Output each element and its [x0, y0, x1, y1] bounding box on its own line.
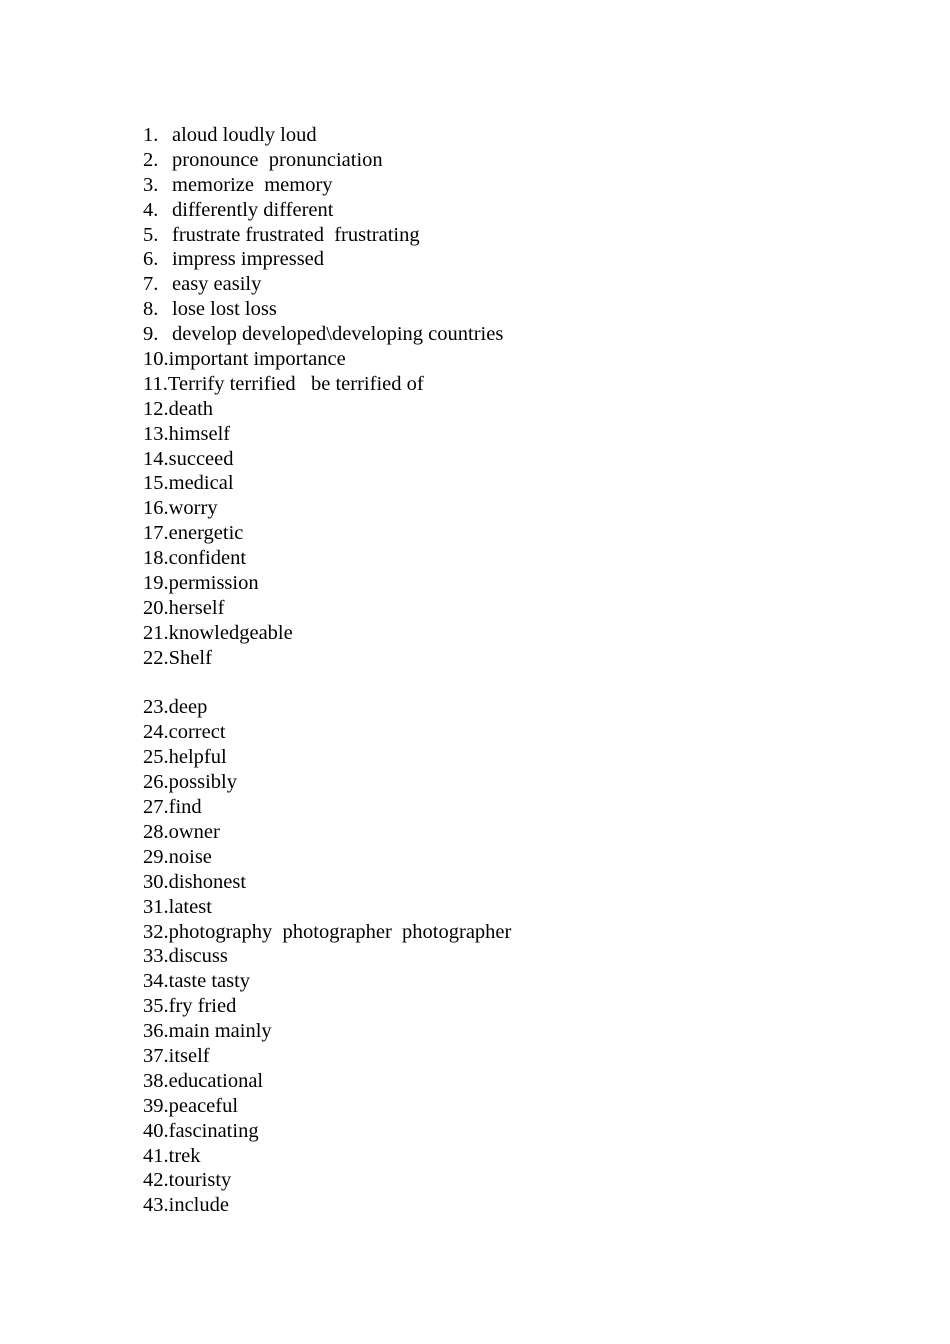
item-text: pronounce pronunciation: [172, 148, 383, 171]
list-item: [143, 1069, 843, 1094]
list-item: [143, 720, 843, 745]
item-number: 34.: [143, 970, 169, 993]
item-number: 26.: [143, 771, 169, 794]
item-number: 22.: [143, 646, 169, 669]
item-number: 15.: [143, 472, 169, 495]
list-item: [143, 870, 843, 895]
item-number: 25.: [143, 746, 169, 769]
item-text: lose lost loss: [172, 298, 277, 321]
item-text: impress impressed: [172, 248, 325, 271]
item-text: Shelf: [168, 646, 212, 669]
list-item: [143, 944, 843, 969]
list-item: [143, 1044, 843, 1069]
item-number: 19.: [143, 572, 169, 595]
item-number: 2.: [143, 148, 159, 171]
item-number: 4.: [143, 198, 159, 221]
item-text: include: [168, 1194, 229, 1217]
item-number: 21.: [143, 621, 169, 644]
list-item: [143, 173, 843, 198]
item-text: noise: [168, 845, 212, 868]
item-number: 8.: [143, 298, 159, 321]
item-number: 20.: [143, 596, 169, 619]
item-text: touristy: [168, 1169, 232, 1192]
list-item: [143, 148, 843, 173]
item-number: 31.: [143, 895, 169, 918]
list-item: [143, 372, 843, 397]
item-text: possibly: [168, 771, 237, 794]
item-text: main mainly: [168, 1020, 272, 1043]
item-text: succeed: [168, 447, 234, 470]
list-item: [143, 596, 843, 621]
list-item: [143, 994, 843, 1019]
item-text: worry: [168, 497, 218, 520]
item-text: energetic: [168, 522, 244, 545]
item-text: death: [168, 397, 214, 420]
list-item: [143, 820, 843, 845]
list-item: [143, 1094, 843, 1119]
item-number: 11.: [143, 372, 168, 395]
list-item: [143, 1168, 843, 1193]
list-item: [143, 546, 843, 571]
list-item: [143, 695, 843, 720]
word-list: [143, 123, 843, 1218]
item-text: correct: [168, 721, 226, 744]
item-text: owner: [168, 820, 220, 843]
item-text: fry fried: [168, 995, 237, 1018]
item-number: 24.: [143, 721, 169, 744]
list-item: [143, 223, 843, 248]
item-text: easy easily: [172, 273, 262, 296]
item-text: medical: [168, 472, 234, 495]
item-text: permission: [168, 572, 259, 595]
blank-line: [143, 671, 843, 696]
list-item: [143, 247, 843, 272]
item-number: 37.: [143, 1044, 169, 1067]
item-number: 40.: [143, 1119, 169, 1142]
item-text: dishonest: [168, 870, 247, 893]
item-text: fascinating: [168, 1119, 259, 1142]
item-number: 3.: [143, 173, 159, 196]
item-number: 17.: [143, 522, 169, 545]
item-number: 9.: [143, 323, 159, 346]
item-text: latest: [168, 895, 212, 918]
item-text: taste tasty: [168, 970, 251, 993]
list-item: [143, 969, 843, 994]
item-text: trek: [168, 1144, 201, 1167]
item-text: confident: [168, 547, 247, 570]
item-text: discuss: [168, 945, 228, 968]
item-number: 42.: [143, 1169, 169, 1192]
list-item: [143, 795, 843, 820]
item-number: 13.: [143, 422, 169, 445]
list-item: [143, 745, 843, 770]
item-number: 30.: [143, 870, 169, 893]
item-number: 27.: [143, 796, 169, 819]
item-number: 6.: [143, 248, 159, 271]
item-text: himself: [168, 422, 231, 445]
list-item: [143, 621, 843, 646]
item-text: helpful: [168, 746, 227, 769]
list-item: [143, 297, 843, 322]
item-text: peaceful: [168, 1094, 239, 1117]
list-item: [143, 920, 843, 945]
item-text: frustrate frustrated frustrating: [172, 223, 420, 246]
list-item: [143, 422, 843, 447]
item-text: deep: [168, 696, 208, 719]
item-text: Terrify terrified be terrified of: [167, 372, 424, 395]
list-item: [143, 1144, 843, 1169]
item-text: aloud loudly loud: [172, 124, 317, 146]
item-number: 33.: [143, 945, 169, 968]
item-text: knowledgeable: [168, 621, 293, 644]
list-item: [143, 1119, 843, 1144]
list-item: [143, 895, 843, 920]
item-number: 7.: [143, 273, 159, 296]
list-item: [143, 646, 843, 671]
item-number: 14.: [143, 447, 169, 470]
list-item: [143, 322, 843, 347]
item-text: develop developed\developing countries: [172, 323, 504, 346]
item-text: important importance: [168, 348, 346, 371]
item-number: 32.: [143, 920, 169, 943]
list-item: [143, 272, 843, 297]
item-number: 41.: [143, 1144, 169, 1167]
list-item: [143, 496, 843, 521]
item-text: itself: [168, 1044, 210, 1067]
list-item: [143, 571, 843, 596]
item-number: 36.: [143, 1020, 169, 1043]
list-item: [143, 198, 843, 223]
item-number: 43.: [143, 1194, 169, 1217]
item-number: 39.: [143, 1094, 169, 1117]
list-item: [143, 770, 843, 795]
item-text: differently different: [172, 198, 334, 221]
item-number: 38.: [143, 1069, 169, 1092]
item-text: memorize memory: [172, 173, 333, 196]
item-number: 23.: [143, 696, 169, 719]
item-text: educational: [168, 1069, 264, 1092]
item-text: find: [168, 796, 202, 819]
item-number: 1.: [143, 124, 159, 146]
item-number: 12.: [143, 397, 169, 420]
item-number: 5.: [143, 223, 159, 246]
list-item: [143, 845, 843, 870]
item-number: 29.: [143, 845, 169, 868]
list-item: [143, 471, 843, 496]
item-text: photography photographer photographer: [168, 920, 512, 943]
item-number: 16.: [143, 497, 169, 520]
list-item: [143, 347, 843, 372]
item-number: 28.: [143, 820, 169, 843]
list-item: [143, 1193, 843, 1218]
item-number: 35.: [143, 995, 169, 1018]
list-item: [143, 123, 843, 148]
item-number: 10.: [143, 348, 169, 371]
list-item: [143, 521, 843, 546]
list-item: [143, 447, 843, 472]
item-number: 18.: [143, 547, 169, 570]
list-item: [143, 397, 843, 422]
item-text: herself: [168, 596, 225, 619]
list-item: [143, 1019, 843, 1044]
